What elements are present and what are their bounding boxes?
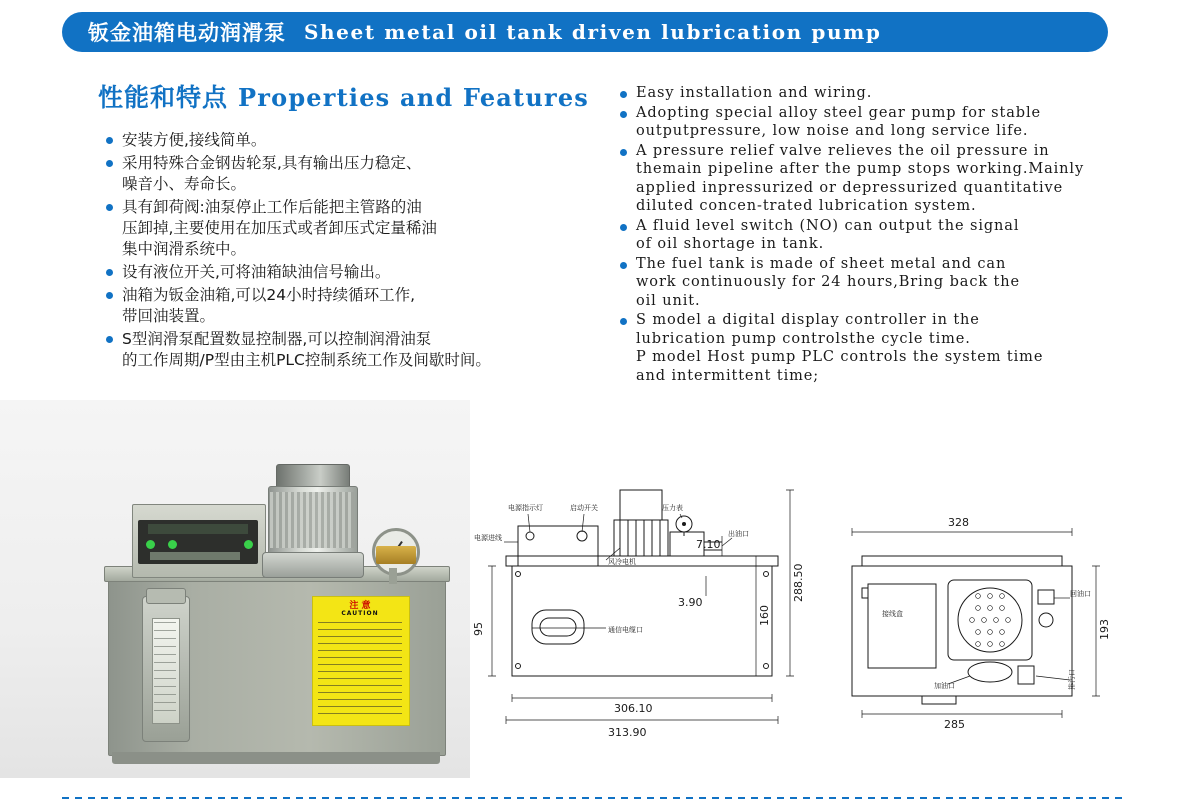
product-photo bbox=[0, 400, 470, 778]
section-title-en: Properties and Features bbox=[238, 83, 589, 112]
feature-line: 油箱为钣金油箱,可以24小时持续循环工作, bbox=[122, 286, 416, 304]
technical-drawings bbox=[470, 470, 1188, 770]
feature-line: outputpressure, low noise and long service life. bbox=[636, 123, 1029, 139]
dim-height-tank: 160 bbox=[758, 605, 771, 626]
feature-line: The fuel tank is made of sheet metal and can bbox=[636, 255, 1007, 272]
label-power-indicator: 电源指示灯 bbox=[508, 504, 543, 512]
features-list-cn bbox=[104, 130, 604, 373]
section-title bbox=[98, 78, 589, 114]
dim-width-outer: 313.90 bbox=[608, 726, 647, 739]
list-item bbox=[618, 84, 1118, 103]
feature-line: S型润滑泵配置数显控制器,可以控制润滑油泵 bbox=[122, 330, 432, 348]
feature-line: diluted concen-trated lubrication system. bbox=[636, 198, 977, 214]
motor-base bbox=[262, 552, 364, 578]
dim-height-total: 288.50 bbox=[792, 563, 805, 602]
label-outlet: 出油口 bbox=[728, 530, 749, 538]
feature-line: A fluid level switch (NO) can output the signal bbox=[636, 217, 1020, 234]
feature-line: 安装方便,接线简单。 bbox=[122, 131, 267, 149]
feature-line: 带回油装置。 bbox=[122, 307, 216, 325]
feature-line: 集中润滑系统中。 bbox=[122, 240, 247, 258]
header-title-cn: 钣金油箱电动润滑泵 bbox=[88, 21, 286, 45]
motor-fins bbox=[270, 492, 354, 548]
feature-line: 采用特殊合金钢齿轮泵,具有输出压力稳定、 bbox=[122, 154, 422, 172]
dim-height-left: 95 bbox=[472, 622, 485, 636]
list-item bbox=[618, 142, 1118, 216]
page-header bbox=[62, 12, 1108, 52]
label-fan-motor: 风冷电机 bbox=[608, 558, 636, 566]
feature-line: lubrication pump controlsthe cycle time. bbox=[636, 330, 971, 347]
list-item bbox=[618, 311, 1118, 385]
label-return-port: 回油口 bbox=[1070, 590, 1091, 598]
pressure-gauge-stem bbox=[389, 568, 397, 584]
dim-offset-b: 3.90 bbox=[678, 596, 703, 609]
dim-width-inner: 306.10 bbox=[614, 702, 653, 715]
footer-divider bbox=[62, 797, 1126, 799]
dim-offset-a: 7.10 bbox=[696, 538, 721, 551]
label-comm-cable: 通信电缆口 bbox=[608, 626, 643, 634]
dim-top-depth: 193 bbox=[1098, 619, 1111, 640]
sight-glass-cap bbox=[146, 588, 186, 604]
controller-nameplate bbox=[150, 552, 240, 560]
label-start-switch: 启动开关 bbox=[570, 504, 598, 512]
dim-top-width-inner: 285 bbox=[944, 718, 965, 731]
header-title-en: Sheet metal oil tank driven lubrication pump bbox=[304, 20, 882, 44]
feature-line: A pressure relief valve relieves the oil pressure in bbox=[636, 142, 1050, 159]
feature-line: 压卸掉,主要使用在加压式或者卸压式定量稀油 bbox=[122, 219, 437, 237]
list-item bbox=[618, 104, 1118, 141]
label-pressure-gauge: 压力表 bbox=[662, 504, 683, 512]
controller-label-strip bbox=[148, 524, 248, 534]
features-list-en bbox=[618, 84, 1118, 386]
list-item bbox=[104, 153, 604, 195]
feature-line: 的工作周期/P型由主机PLC控制系统工作及间歇时间。 bbox=[122, 351, 491, 369]
feature-line: applied inpressurized or depressurized quantitative bbox=[636, 179, 1064, 196]
feature-line: 具有卸荷阀:油泵停止工作后能把主管路的油 bbox=[122, 198, 422, 216]
indicator-led bbox=[244, 540, 253, 549]
section-title-cn: 性能和特点 bbox=[98, 83, 229, 112]
oil-tank-base bbox=[112, 752, 440, 764]
feature-line: oil unit. bbox=[636, 292, 701, 309]
list-item bbox=[104, 262, 604, 283]
feature-line: Easy installation and wiring. bbox=[636, 85, 873, 101]
indicator-led bbox=[146, 540, 155, 549]
list-item bbox=[104, 329, 604, 371]
label-power-input: 电源进线 bbox=[474, 534, 502, 542]
label-fill-port: 加油口 bbox=[934, 682, 955, 690]
list-item bbox=[104, 197, 604, 260]
list-item bbox=[618, 217, 1118, 254]
sight-glass-scale bbox=[154, 622, 176, 718]
dim-top-width-outer: 328 bbox=[948, 516, 969, 529]
caution-subtitle: CAUTION bbox=[341, 610, 379, 617]
brass-fitting bbox=[376, 546, 416, 564]
label-drain-port: 排污口 bbox=[1068, 669, 1076, 690]
feature-line: 设有液位开关,可将油箱缺油信号输出。 bbox=[122, 263, 391, 281]
feature-line: 噪音小、寿命长。 bbox=[122, 175, 247, 193]
list-item bbox=[104, 285, 604, 327]
list-item bbox=[618, 255, 1118, 311]
feature-line: P model Host pump PLC controls the system time bbox=[636, 349, 1044, 365]
feature-line: and intermittent time; bbox=[636, 367, 820, 384]
feature-line: themain pipeline after the pump stops working.Mainly bbox=[636, 161, 1085, 177]
caution-text-lines bbox=[318, 622, 402, 716]
label-junction-box: 接线盒 bbox=[882, 610, 903, 618]
feature-line: work continuously for 24 hours,Bring back the bbox=[636, 274, 1020, 290]
caution-title: 注 意 bbox=[349, 601, 371, 611]
list-item bbox=[104, 130, 604, 151]
indicator-led bbox=[168, 540, 177, 549]
feature-line: Adopting special alloy steel gear pump for stable bbox=[636, 104, 1041, 121]
feature-line: of oil shortage in tank. bbox=[636, 236, 825, 252]
feature-line: S model a digital display controller in the bbox=[636, 312, 980, 328]
